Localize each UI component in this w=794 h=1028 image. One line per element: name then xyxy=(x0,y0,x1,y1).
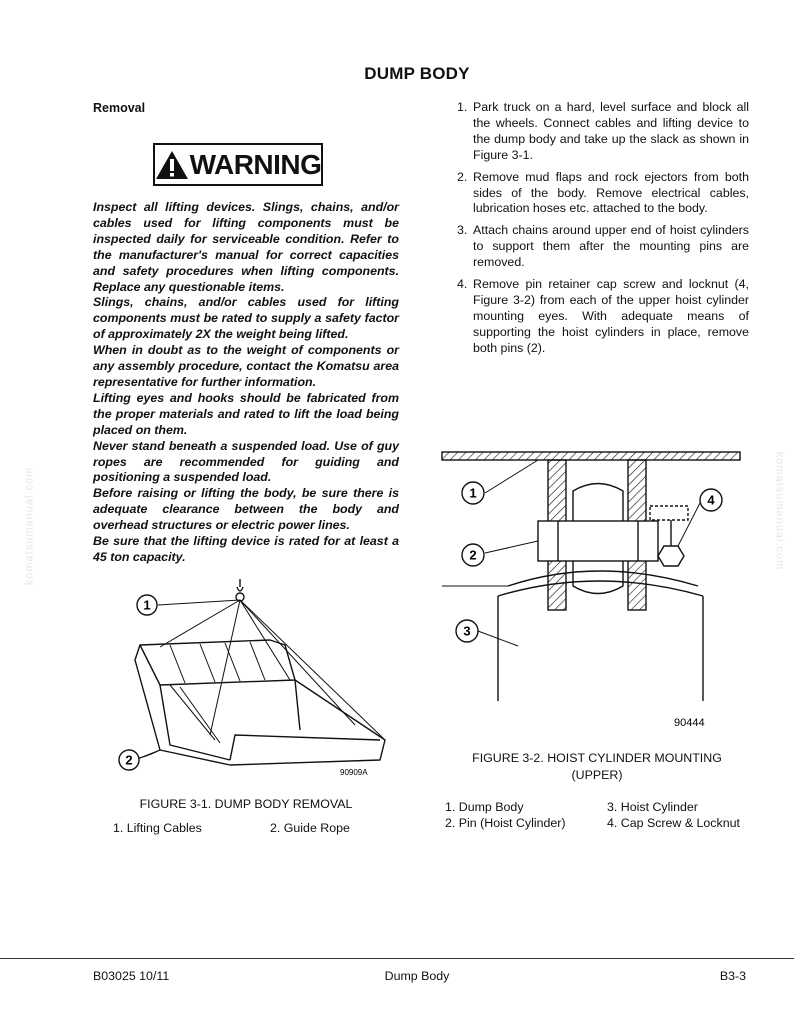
warning-label: WARNING xyxy=(189,148,322,180)
warning-triangle-icon xyxy=(155,150,189,180)
warning-paragraph: Lifting eyes and hooks should be fabricated from the proper materials and rated to lift the load being placed on them. xyxy=(93,390,399,437)
lifting-hook xyxy=(237,579,243,591)
footer-page-number: B3-3 xyxy=(719,969,746,983)
callout-number: 2 xyxy=(469,547,477,563)
legend-item: 2. Pin (Hoist Cylinder) xyxy=(445,816,566,830)
step-item xyxy=(457,170,749,218)
step-number: 2. xyxy=(457,169,468,184)
pin xyxy=(538,521,658,561)
legend-item: 1. Lifting Cables xyxy=(113,821,202,835)
step-text: Remove pin retainer cap screw and locknut (4, Figure 3-2) from each of the upper hoist cylinder mounting eyes. With adequate means of supporting the hoist cylinders in place, remove both pins (2). xyxy=(473,277,749,355)
legend-item: 1. Dump Body xyxy=(445,800,524,814)
removal-steps xyxy=(457,100,749,363)
warning-paragraph: Inspect all lifting devices. Slings, chains, and/or cables used for lifting components must be inspected daily for serviceable condition. Refer to the manufacturer's manual for correct capacities and safety procedures when lifting components. Replace any questionable items. xyxy=(93,200,399,294)
callout-number: 4 xyxy=(707,492,715,508)
warning-paragraph: When in doubt as to the weight of components or any assembly procedure, contact the Komatsu area representative for further information. xyxy=(93,343,399,389)
watermark: komatsumanual.com xyxy=(23,466,36,586)
callout-number: 3 xyxy=(463,623,471,639)
figure-hoist-cylinder-mounting xyxy=(438,446,744,736)
callout-number: 1 xyxy=(143,597,151,613)
step-text: Remove mud flaps and rock ejectors from both sides of the body. Remove electrical cables, lubrication hoses etc. attached to the body. xyxy=(473,169,749,216)
step-item xyxy=(457,223,749,271)
legend-item: 2. Guide Rope xyxy=(270,821,350,835)
footer-section-title: Dump Body xyxy=(384,969,450,983)
section-heading: Removal xyxy=(93,101,146,115)
warning-paragraph: Slings, chains, and/or cables used for lifting components must be rated to supply a safety factor of approximately 2X the weight being lifted. xyxy=(93,295,399,342)
figure-caption: FIGURE 3-2. HOIST CYLINDER MOUNTING (UPPER) xyxy=(472,751,722,782)
step-item xyxy=(457,277,749,357)
step-item xyxy=(457,100,749,164)
lifting-cables xyxy=(160,600,385,740)
figure-caption: FIGURE 3-1. DUMP BODY REMOVAL xyxy=(139,797,353,811)
step-text: Attach chains around upper end of hoist cylinders to support them after the mounting pins are removed. xyxy=(473,223,749,270)
figure-code: 90444 xyxy=(674,717,705,729)
callout-number: 1 xyxy=(469,485,477,501)
warning-box xyxy=(153,143,323,186)
figure-dump-body-removal xyxy=(100,575,400,790)
callout-number: 2 xyxy=(125,752,133,768)
locknut xyxy=(658,546,684,566)
step-number: 3. xyxy=(457,223,468,238)
warning-paragraph: Before raising or lifting the body, be sure there is adequate clearance between the body and overhead structures or electric power lines. xyxy=(93,486,399,533)
footer-document-number: B03025 10/11 xyxy=(93,969,170,983)
legend-item: 3. Hoist Cylinder xyxy=(607,800,698,814)
body-canopy xyxy=(140,640,295,685)
pin-retainer xyxy=(650,506,688,520)
hoist-cylinder xyxy=(498,596,703,701)
step-text: Park truck on a hard, level surface and block all the wheels. Connect cables and lifting device to the dump body and take up the slack as shown in Figure 3-1. xyxy=(473,100,749,162)
dump-body-plate xyxy=(442,452,740,460)
body-side xyxy=(135,645,385,765)
warning-paragraph: Never stand beneath a suspended load. Use of guy ropes are recommended for guiding and positioning a suspended load. xyxy=(93,438,399,485)
legend-item: 4. Cap Screw & Locknut xyxy=(607,816,740,830)
step-number: 4. xyxy=(457,277,468,292)
page-title: DUMP BODY xyxy=(364,64,470,83)
warning-text xyxy=(93,200,399,566)
step-number: 1. xyxy=(457,100,468,114)
footer-divider xyxy=(0,958,794,959)
warning-paragraph: Be sure that the lifting device is rated for at least a 45 ton capacity. xyxy=(93,534,399,564)
watermark: komatsumanual.com xyxy=(773,451,786,571)
figure-code: 90909A xyxy=(340,768,368,777)
